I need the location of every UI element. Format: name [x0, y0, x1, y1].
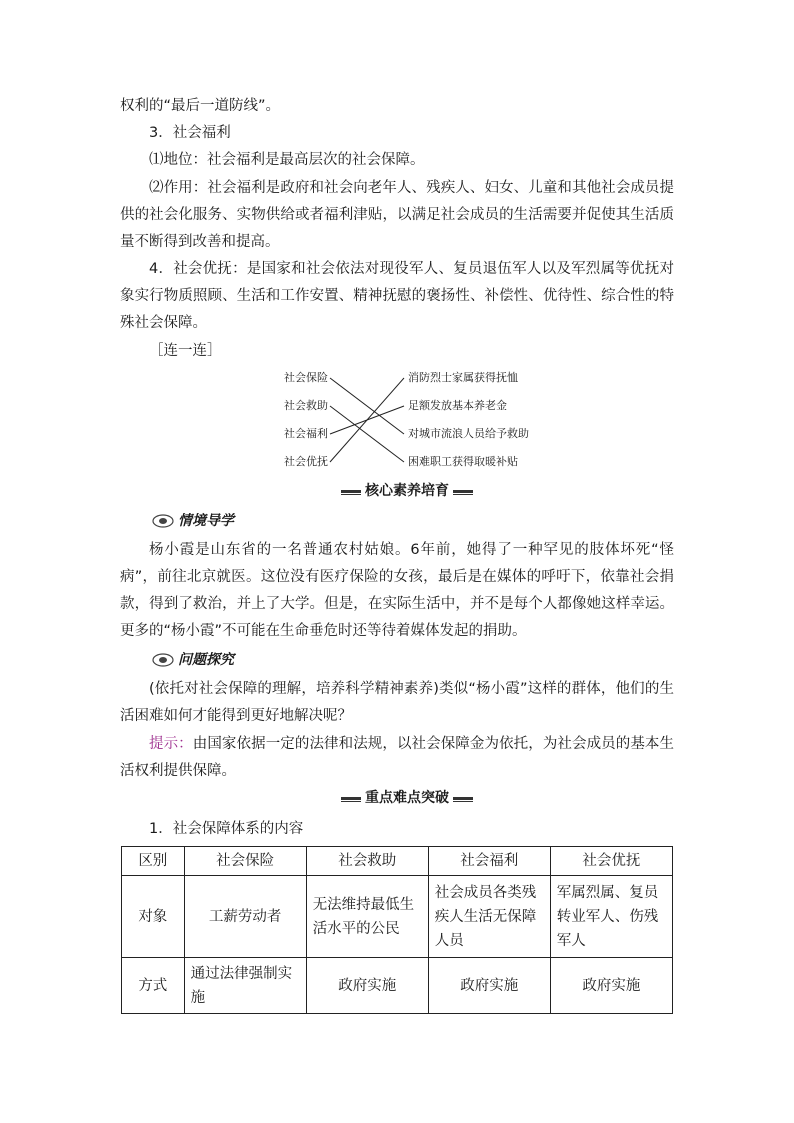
match-right-2: 对城市流浪人员给予救助 — [408, 427, 529, 440]
banner-key-points — [341, 788, 473, 808]
table-cell: 通过法律强制实施 — [184, 958, 306, 1014]
match-line-assistance — [330, 406, 404, 462]
table-header-row — [122, 847, 673, 876]
table-cell: 方式 — [122, 958, 185, 1014]
table-cell: 无法维持最低生活水平的公民 — [306, 876, 428, 958]
question-paragraph: (依托对社会保障的理解，培养科学精神素养)类似“杨小霞”这样的群体，他们的生活困难如何才能得到更好地解决呢？ — [120, 681, 674, 724]
matching-exercise — [280, 368, 540, 474]
hint-paragraph — [120, 731, 674, 785]
social-security-table — [121, 846, 673, 1014]
hint-text: 由国家依据一定的法律和法规，以社会保障金为依托，为社会成员的基本生活权利提供保障。 — [120, 736, 675, 779]
match-left-0: 社会保险 — [284, 371, 328, 384]
section-situation-title: 情境导学 — [178, 513, 234, 529]
paragraph-last-line: 权利的“最后一道防线”。 — [120, 98, 281, 114]
table-cell: 对象 — [122, 876, 185, 958]
section-question-title: 问题探究 — [178, 652, 234, 668]
match-left-1: 社会救助 — [284, 399, 328, 412]
matching-lines — [280, 368, 540, 474]
welfare-function: ⑵作用：社会福利是政府和社会向老年人、残疾人、妇女、儿童和其他社会成员提供的社会化服务、实物供给或者福利津贴，以满足社会成员的生活需要并促使其生活质量不断得到改善和提高。 — [120, 180, 674, 250]
banner-core-literacy-text: 核心素养培育 — [361, 481, 453, 501]
table-row — [122, 958, 673, 1014]
table-cell: 社会成员各类残疾人生活无保障人员 — [428, 876, 550, 958]
match-right-1: 足额发放基本养老金 — [408, 399, 507, 412]
section-question — [152, 650, 234, 670]
table-header-cell: 社会福利 — [428, 847, 550, 876]
table-row — [122, 876, 673, 958]
section-badge-icon — [152, 653, 174, 667]
table-cell: 军属烈属、复员转业军人、伤残军人 — [550, 876, 672, 958]
table-header-cell: 社会保险 — [184, 847, 306, 876]
heading-social-welfare: 3．社会福利 — [149, 125, 231, 141]
match-left-2: 社会福利 — [284, 427, 328, 440]
match-right-3: 困难职工获得取暖补贴 — [408, 455, 518, 468]
section-badge-icon — [152, 514, 174, 528]
table-cell: 政府实施 — [428, 958, 550, 1014]
story-paragraph: 杨小霞是山东省的一名普通农村姑娘。6年前，她得了一种罕见的肢体坏死“怪病”，前往北京就医。这位没有医疗保险的女孩，最后是在媒体的呼吁下，依靠社会捐款，得到了救治，并上了大学。但是，在实际生活中，并不是每个人都像她这样幸运。更多的“杨小霞”不可能在生命垂危时还等待着媒体发起的捐助。 — [120, 542, 674, 639]
banner-key-points-text: 重点难点突破 — [361, 788, 453, 808]
match-line-insurance — [330, 378, 404, 434]
table-header-cell: 社会优抚 — [550, 847, 672, 876]
table-cell: 政府实施 — [306, 958, 428, 1014]
social-special-care: 4．社会优抚：是国家和社会依法对现役军人、复员退伍军人以及军烈属等优抚对象实行物质照顾、生活和工作安置、精神抚慰的褒扬性、补偿性、优待性、综合性的特殊社会保障。 — [120, 261, 674, 331]
banner-core-literacy — [341, 481, 473, 501]
matching-label: ［连一连］ — [149, 343, 222, 359]
hint-label: 提示： — [149, 736, 193, 752]
table-cell: 政府实施 — [550, 958, 672, 1014]
table-header-cell: 社会救助 — [306, 847, 428, 876]
match-left-3: 社会优抚 — [284, 455, 328, 468]
section-situation — [152, 511, 234, 531]
match-right-0: 消防烈士家属获得抚恤 — [408, 371, 518, 384]
match-line-special-care — [330, 378, 404, 462]
welfare-status: ⑴地位：社会福利是最高层次的社会保障。 — [149, 152, 425, 168]
table-cell: 工薪劳动者 — [184, 876, 306, 958]
table-title: 1．社会保障体系的内容 — [149, 821, 304, 837]
table-header-cell: 区别 — [122, 847, 185, 876]
